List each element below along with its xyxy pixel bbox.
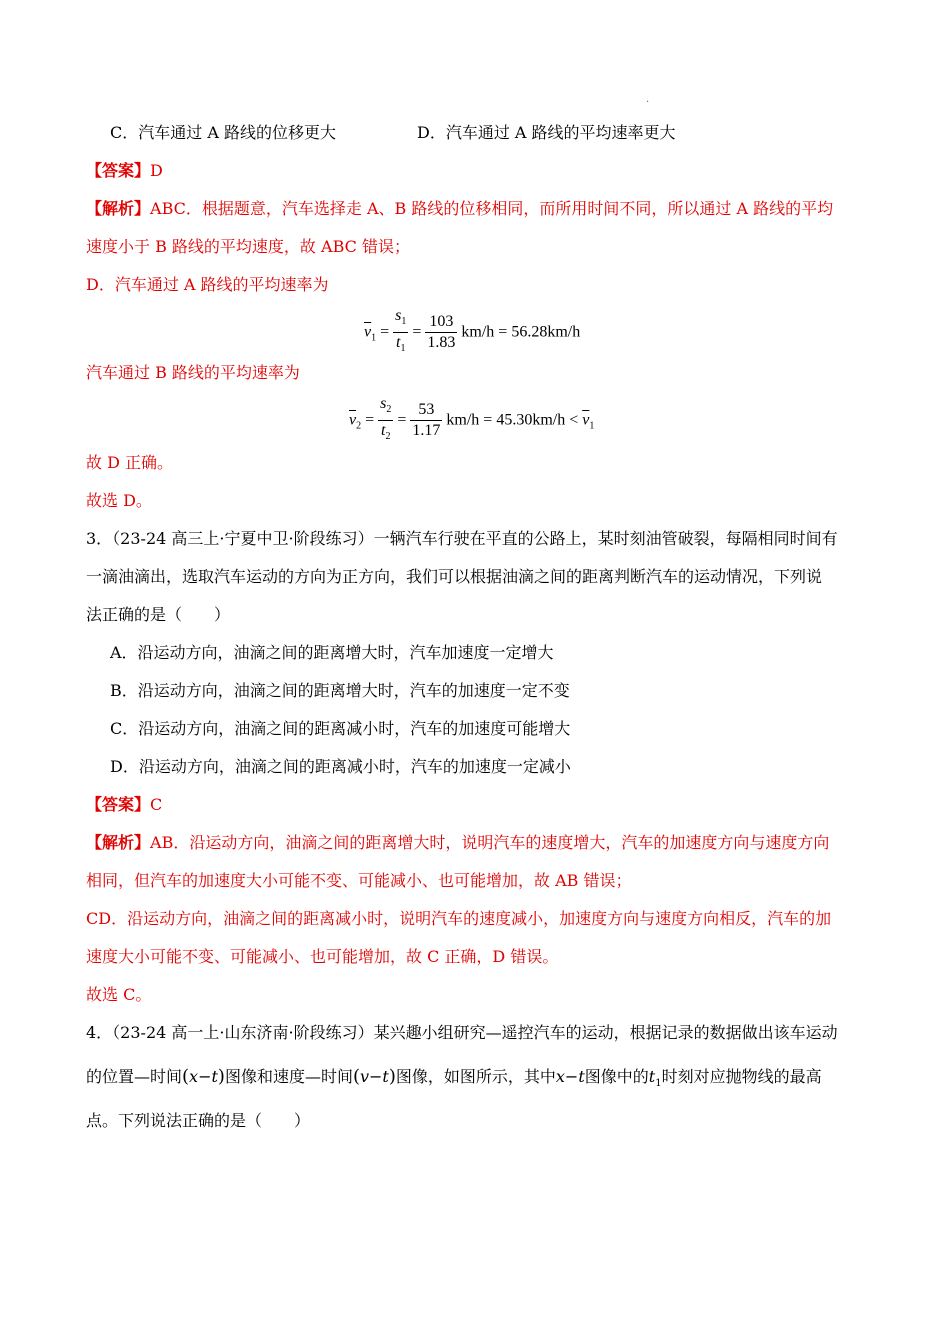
answer-value: C	[150, 795, 163, 814]
fraction-numeric	[425, 312, 457, 353]
header-dot: .	[646, 94, 650, 105]
q3-analysis-line2: 相同，但汽车的加速度大小可能不变、可能减小、也可能增加，故 AB 错误；	[86, 871, 632, 890]
q4-text: 的位置—时间	[86, 1067, 183, 1086]
q2-conclusion2: 故选 D。	[86, 491, 152, 510]
q3-analysis-line4: 速度大小可能不变、可能减小、也可能增加，故 C 正确，D 错误。	[86, 947, 559, 966]
frac-den: t	[381, 422, 386, 440]
q3-stem-line1: 3．（23-24 高三上·宁夏中卫·阶段练习）一辆汽车行驶在平直的公路上，某时刻油管破裂，每隔相同时间有	[86, 529, 838, 548]
q3-option-d: D．沿运动方向，油滴之间的距离减小时，汽车的加速度一定减小	[110, 757, 571, 776]
fraction-numeric	[410, 400, 442, 441]
answer-value: D	[150, 161, 163, 180]
q4-xt: x−t	[189, 1067, 218, 1086]
formula-lhs: $\overline{v}$	[364, 323, 372, 341]
q3-stem-line3: 法正确的是（ ）	[86, 605, 231, 624]
q4-text: 时刻对应抛物线的最高	[661, 1067, 822, 1086]
analysis-text: AB．沿运动方向，油滴之间的距离增大时，说明汽车的速度增大，汽车的加速度方向与速度方向	[150, 833, 830, 852]
q2-analysis-line4: 汽车通过 B 路线的平均速率为	[86, 363, 300, 382]
q3-option-c: C．沿运动方向，油滴之间的距离减小时，汽车的加速度可能增大	[110, 719, 571, 738]
q4-xt2: x−t	[555, 1067, 585, 1086]
q3-option-a: A．沿运动方向，油滴之间的距离增大时，汽车加速度一定增大	[110, 643, 554, 662]
q4-stem-line3: 点。下列说法正确的是（ ）	[86, 1111, 311, 1130]
q4-vt: v−t	[359, 1067, 389, 1086]
frac-den-sub: 1	[400, 343, 406, 355]
formula-result: km/h = 56.28km/h	[461, 323, 581, 341]
formula-lhs: $\overline{v}$	[349, 411, 357, 429]
q3-option-b: B．沿运动方向，油滴之间的距离增大时，汽车的加速度一定不变	[110, 681, 570, 700]
formula-rhs-sub: 1	[589, 420, 595, 432]
frac-num-value: 103	[425, 312, 457, 333]
q2-analysis-line2: 速度小于 B 路线的平均速度，故 ABC 错误；	[86, 237, 410, 256]
formula-lhs-sub: 1	[371, 332, 377, 344]
q3-conclusion: 故选 C。	[86, 985, 152, 1004]
q3-analysis-line3: CD．沿运动方向，油滴之间的距离减小时，说明汽车的速度减小，加速度方向与速度方向相反，汽车的加	[86, 909, 832, 928]
q2-option-d: D．汽车通过 A 路线的平均速率更大	[417, 123, 676, 142]
q4-text: 图像，如图所示，其中	[395, 1067, 556, 1086]
fraction-symbolic	[393, 306, 408, 359]
answer-tag: 【答案】	[86, 795, 151, 814]
frac-den-value: 1.83	[427, 334, 456, 352]
frac-den-sub: 2	[385, 431, 391, 443]
q4-t-sub: 1	[655, 1078, 662, 1090]
q3-answer	[86, 794, 162, 816]
q2-analysis-line1	[86, 198, 833, 220]
q2-option-c: C．汽车通过 A 路线的位移更大	[110, 123, 336, 142]
analysis-tag: 【解析】	[86, 833, 151, 852]
q2-analysis-line3: D．汽车通过 A 路线的平均速率为	[86, 275, 329, 294]
frac-den: t	[396, 334, 401, 352]
frac-num: s	[395, 307, 402, 324]
fraction-symbolic	[378, 394, 393, 447]
analysis-text: ABC．根据题意，汽车选择走 A、B 路线的位移相同，而所用时间不同，所以通过 A 路线的平均	[150, 199, 834, 218]
q3-analysis-line1	[86, 832, 829, 854]
frac-den-value: 1.17	[412, 422, 441, 440]
formula-rhs: $\overline{v}$	[582, 411, 590, 429]
q3-stem-line2: 一滴油滴出，选取汽车运动的方向为正方向，我们可以根据油滴之间的距离判断汽车的运动情况，下列说	[86, 567, 823, 586]
frac-num-sub: 1	[401, 316, 407, 328]
formula-lhs-sub: 2	[356, 420, 362, 432]
formula-avg-speed-b: $\overline{v}_2$ = $\frac{s_2}{t_2}$ = $\frac{53}{1.17}$ $km/h = 45.30km/h < \overline{v}_1$	[349, 394, 594, 447]
analysis-tag: 【解析】	[86, 199, 151, 218]
frac-num-sub: 2	[386, 404, 392, 416]
q4-t: t	[648, 1067, 656, 1086]
formula-result: km/h = 45.30km/h <	[446, 411, 579, 429]
answer-tag: 【答案】	[86, 161, 151, 180]
q4-stem-line2: 的位置—时间(x−t)图像和速度—时间(v−t)图像，如图所示，其中x−t图像中的$t_1$时刻对应抛物线的最高	[86, 1066, 822, 1090]
formula-avg-speed-a: $\overline{v}_1$ = $\frac{s_1}{t_1}$ = $\frac{103}{1.83}$ km/h = 56.28km/h	[364, 306, 580, 359]
q4-stem-line1: 4．（23-24 高一上·山东济南·阶段练习）某兴趣小组研究—遥控汽车的运动，根据记录的数据做出该车运动	[86, 1023, 838, 1042]
q2-answer	[86, 160, 163, 182]
q2-conclusion1: 故 D 正确。	[86, 453, 174, 472]
q4-text: 图像和速度—时间	[224, 1067, 353, 1086]
frac-num: s	[380, 395, 387, 412]
q4-text: 图像中的	[584, 1067, 649, 1086]
frac-num-value: 53	[410, 400, 442, 421]
